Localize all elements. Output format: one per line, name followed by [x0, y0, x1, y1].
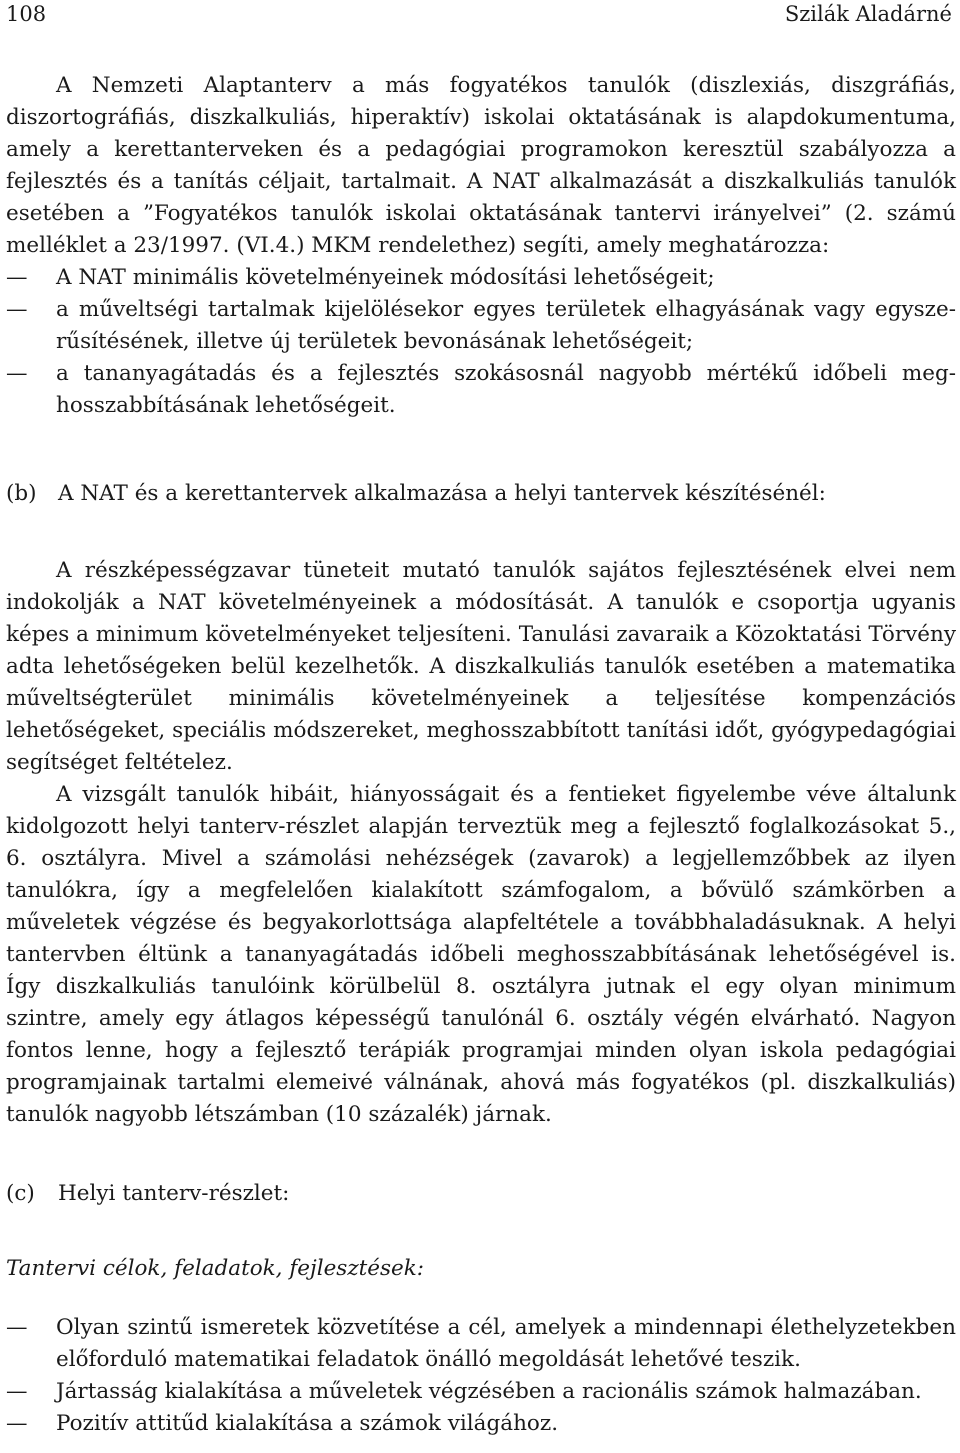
- section-c-subtitle: Tantervi célok, feladatok, fejlesztések:: [6, 1256, 425, 1281]
- list-item: [6, 358, 956, 422]
- dash-bullet: —: [6, 1315, 28, 1340]
- dash-bullet: —: [6, 1411, 28, 1436]
- intro-paragraph: A Nemzeti Alaptanterv a más fogyatékos tanulók (diszlexiás, diszgráfiás, diszortográfiás, diszkalkuliás, hiperaktív) iskolai oktatásának is alapdokumentuma, amely a kerettanterveken és a pedagógiai programokon keresztül szabályozza a fejlesztés és a tanítás céljait, tartalmait. A NAT alkalmazását a diszkalkuliás tanulók esetében a ”Fogyatékos tanulók iskolai oktatásának tantervi irányelvei” (2. számú melléklet a 23/1997. (VI.4.) MKM rendelethez) segíti, amely meghatározza:: [6, 73, 956, 258]
- list-item-text: Pozitív attitűd kialakítása a számok világához.: [56, 1411, 559, 1436]
- dash-bullet: —: [6, 361, 28, 386]
- list-item-text: Olyan szintű ismeretek közvetítése a cél, amelyek a mindennapi élethelyzetekben előforduló matematikai feladatok önálló megoldását lehetővé teszik.: [56, 1315, 956, 1372]
- section-b-heading: [6, 478, 956, 510]
- list-item: [6, 1408, 956, 1440]
- dash-bullet: —: [6, 1379, 28, 1404]
- page-number: 108: [6, 2, 47, 26]
- dash-bullet: —: [6, 265, 28, 290]
- section-c-title: Helyi tanterv-részlet:: [58, 1181, 290, 1206]
- intro-section: [6, 70, 956, 422]
- section-b-title: A NAT és a kerettantervek alkalmazása a helyi tantervek készítésénél:: [58, 481, 826, 506]
- list-item: [6, 294, 956, 358]
- section-b-label: (b): [6, 481, 37, 506]
- page-header: [6, 2, 956, 28]
- list-item: [6, 262, 956, 294]
- section-b-paragraph-2: A vizsgált tanulók hibáit, hiányosságait és a fentieket figyelembe véve általunk kidolgozott helyi tanterv-részlet alapján terveztük meg a fejlesztő foglalkozásokat 5., 6. osztályra. Mivel a számolási nehézségek (zavarok) a legjellemzőbbek az ilyen tanulókra, így a megfelelően kialakított számfogalom, a bővülő számkörben a műveletek végzése és begyakorlottsága alapfeltétele a továbbhaladásuknak. A helyi tantervben éltünk a tananyagátadás időbeli meghosszabbításának lehetőségével is. Így diszkalkuliás tanulóink körülbelül 8. osztályra jutnak el egy olyan minimum szintre, amely egy átlagos képességű tanulónál 6. osztály végén elvárható. Nagyon fontos lenne, hogy a fejlesztő terápiák programjai minden olyan iskola pedagógiai programjainak tartalmi elemeivé válnának, ahová más fogyatékos (pl. diszkalkuliás) tanulók nagyobb létszámban (10 százalék) járnak.: [6, 782, 956, 1127]
- list-item: [6, 1376, 956, 1408]
- intro-list: [6, 262, 956, 422]
- list-item: [6, 1312, 956, 1376]
- section-c-list: [6, 1312, 956, 1440]
- list-item-text: A NAT minimális követelményeinek módosítási lehetőségeit;: [56, 265, 715, 290]
- list-item-text: Jártasság kialakítása a műveletek végzésében a racionális számok halmazában.: [56, 1379, 922, 1404]
- running-author: Szilák Aladárné: [784, 2, 952, 26]
- list-item-text: a tananyagátadás és a fejlesztés szokásosnál nagyobb mértékű időbeli meghosszabbításának lehetőségeit.: [56, 361, 956, 418]
- section-b-body: [6, 555, 956, 1131]
- section-c-list-wrapper: [6, 1312, 956, 1440]
- section-c-label: (c): [6, 1181, 35, 1206]
- section-b-paragraph-1: A részképességzavar tüneteit mutató tanulók sajátos fejlesztésének elvei nem indokolják a NAT követelményeinek a módosítását. A tanulók e csoportja ugyanis képes a minimum követelményeket teljesíteni. Tanulási zavaraik a Közoktatási Törvény adta lehetőségeken belül kezelhetők. A diszkalkuliás tanulók esetében a matematika műveltségterület minimális követelményeinek a teljesítése kompenzációs lehetőségeket, speciális módszereket, meghosszabbított tanítási időt, gyógypedagógiai segítséget feltételez.: [6, 558, 956, 775]
- section-c-heading: [6, 1178, 956, 1210]
- list-item-text: a műveltségi tartalmak kijelölésekor egyes területek elhagyásának vagy egyszerűsítésének, illetve új területek bevonásának lehetőségeit;: [56, 297, 956, 354]
- dash-bullet: —: [6, 297, 28, 322]
